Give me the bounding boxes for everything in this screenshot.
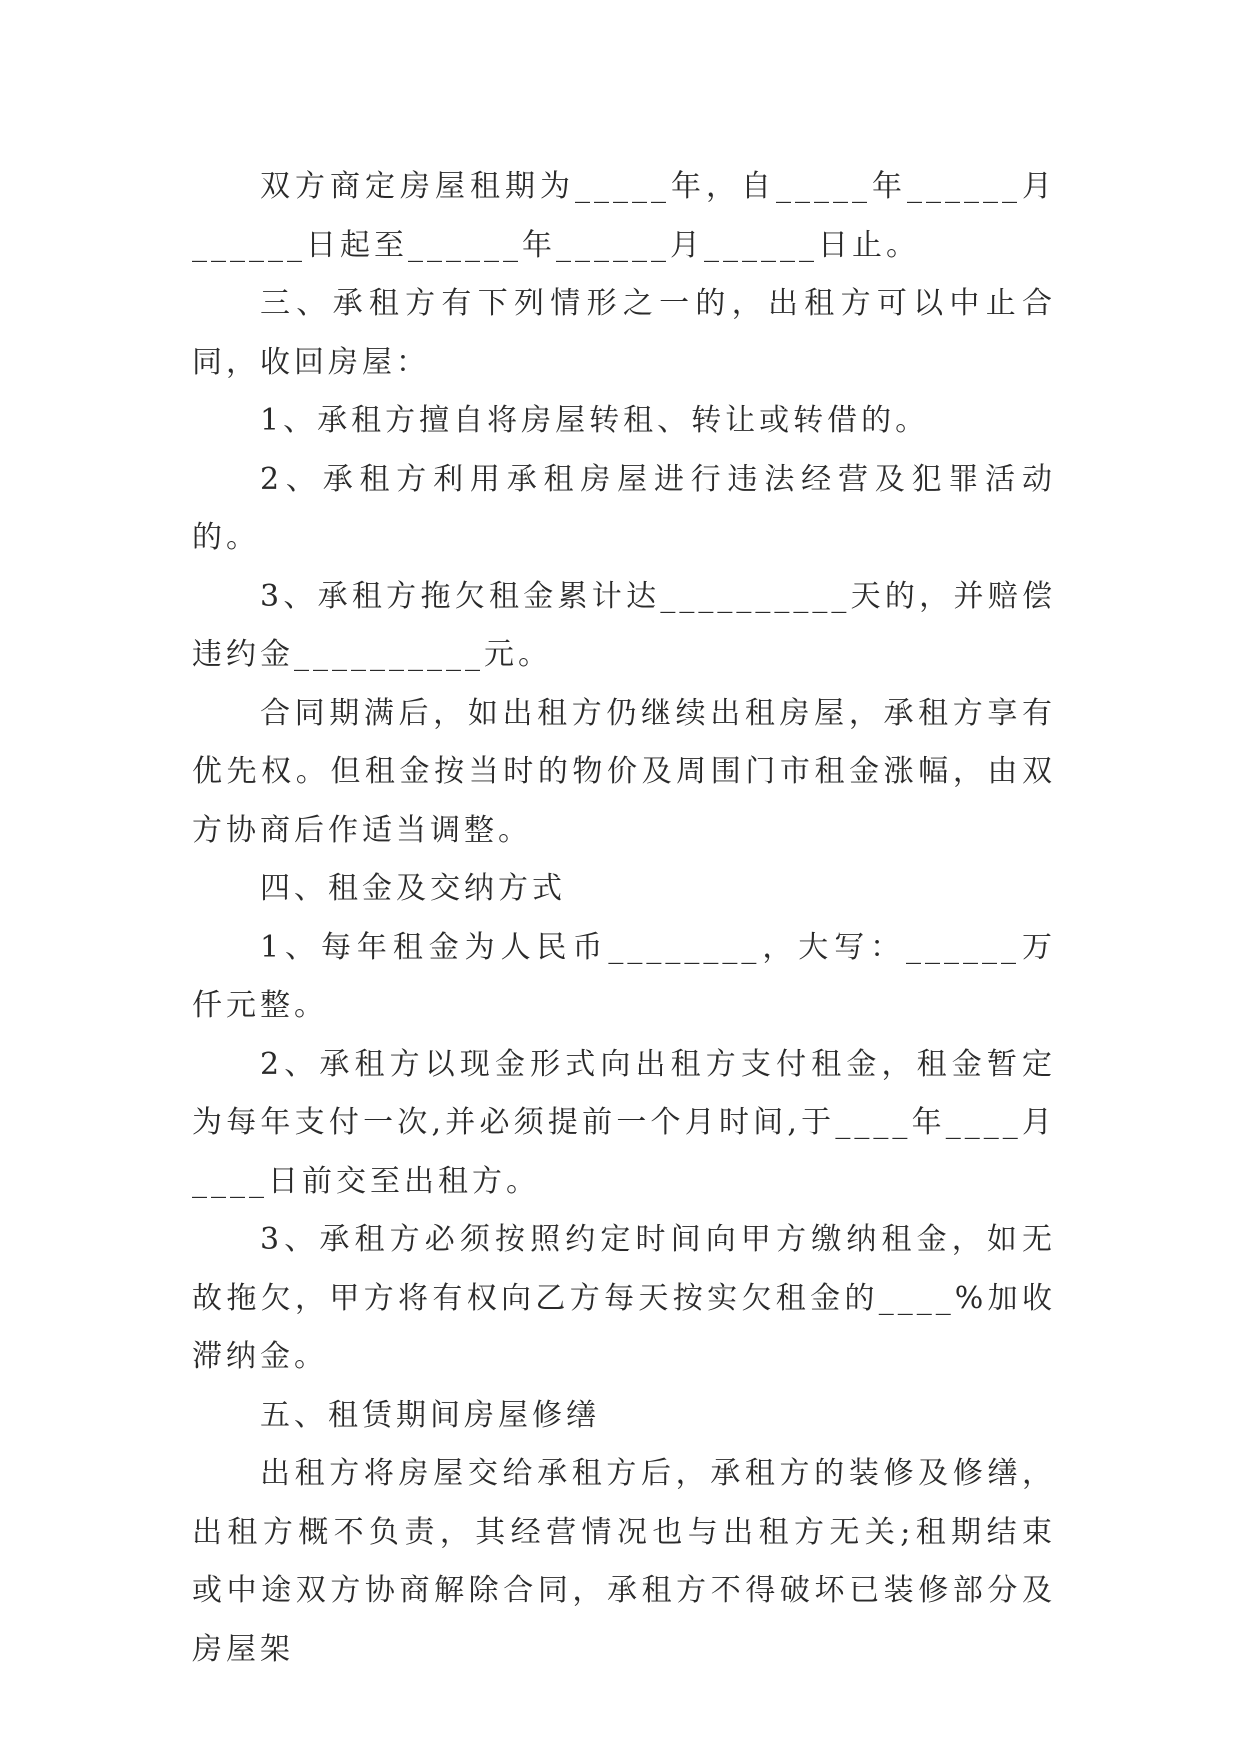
paragraph-renewal-priority: 合同期满后，如出租方仍继续出租房屋，承租方享有优先权。但租金按当时的物价及周围门市租金涨幅，由双方协商后作适当调整。 (192, 695, 1056, 848)
heading-rent-payment: 四、租金及交纳方式 (260, 871, 566, 906)
heading-termination-clause: 三、承租方有下列情形之一的，出租方可以中止合同，收回房屋： (192, 286, 1056, 380)
contract-body (192, 158, 1056, 1679)
clause-rent-arrears: 3、承租方拖欠租金累计达__________天的，并赔偿违约金__________元。 (192, 578, 1056, 672)
clause-annual-rent: 1、每年租金为人民币________，大写：______万仟元整。 (192, 929, 1056, 1023)
heading-repairs: 五、租赁期间房屋修缮 (260, 1397, 600, 1433)
clause-illegal-use: 2、承租方利用承租房屋进行违法经营及犯罪活动的。 (192, 461, 1056, 555)
clause-sublease: 1、承租方擅自将房屋转租、转让或转借的。 (260, 403, 930, 438)
clause-payment-method: 2、承租方以现金形式向出租方支付租金，租金暂定为每年支付一次,并必须提前一个月时间,于____年____月____日前交至出租方。 (192, 1046, 1056, 1199)
paragraph-lease-term: 双方商定房屋租期为_____年，自_____年______月______日起至______年______月______日止。 (192, 169, 1056, 263)
paragraph-repairs: 出租方将房屋交给承租方后，承租方的装修及修缮，出租方概不负责，其经营情况也与出租方无关;租期结束或中途双方协商解除合同，承租方不得破坏已装修部分及房屋架 (192, 1456, 1056, 1667)
clause-late-fee: 3、承租方必须按照约定时间向甲方缴纳租金，如无故拖欠，甲方将有权向乙方每天按实欠租金的____%加收滞纳金。 (192, 1222, 1056, 1374)
